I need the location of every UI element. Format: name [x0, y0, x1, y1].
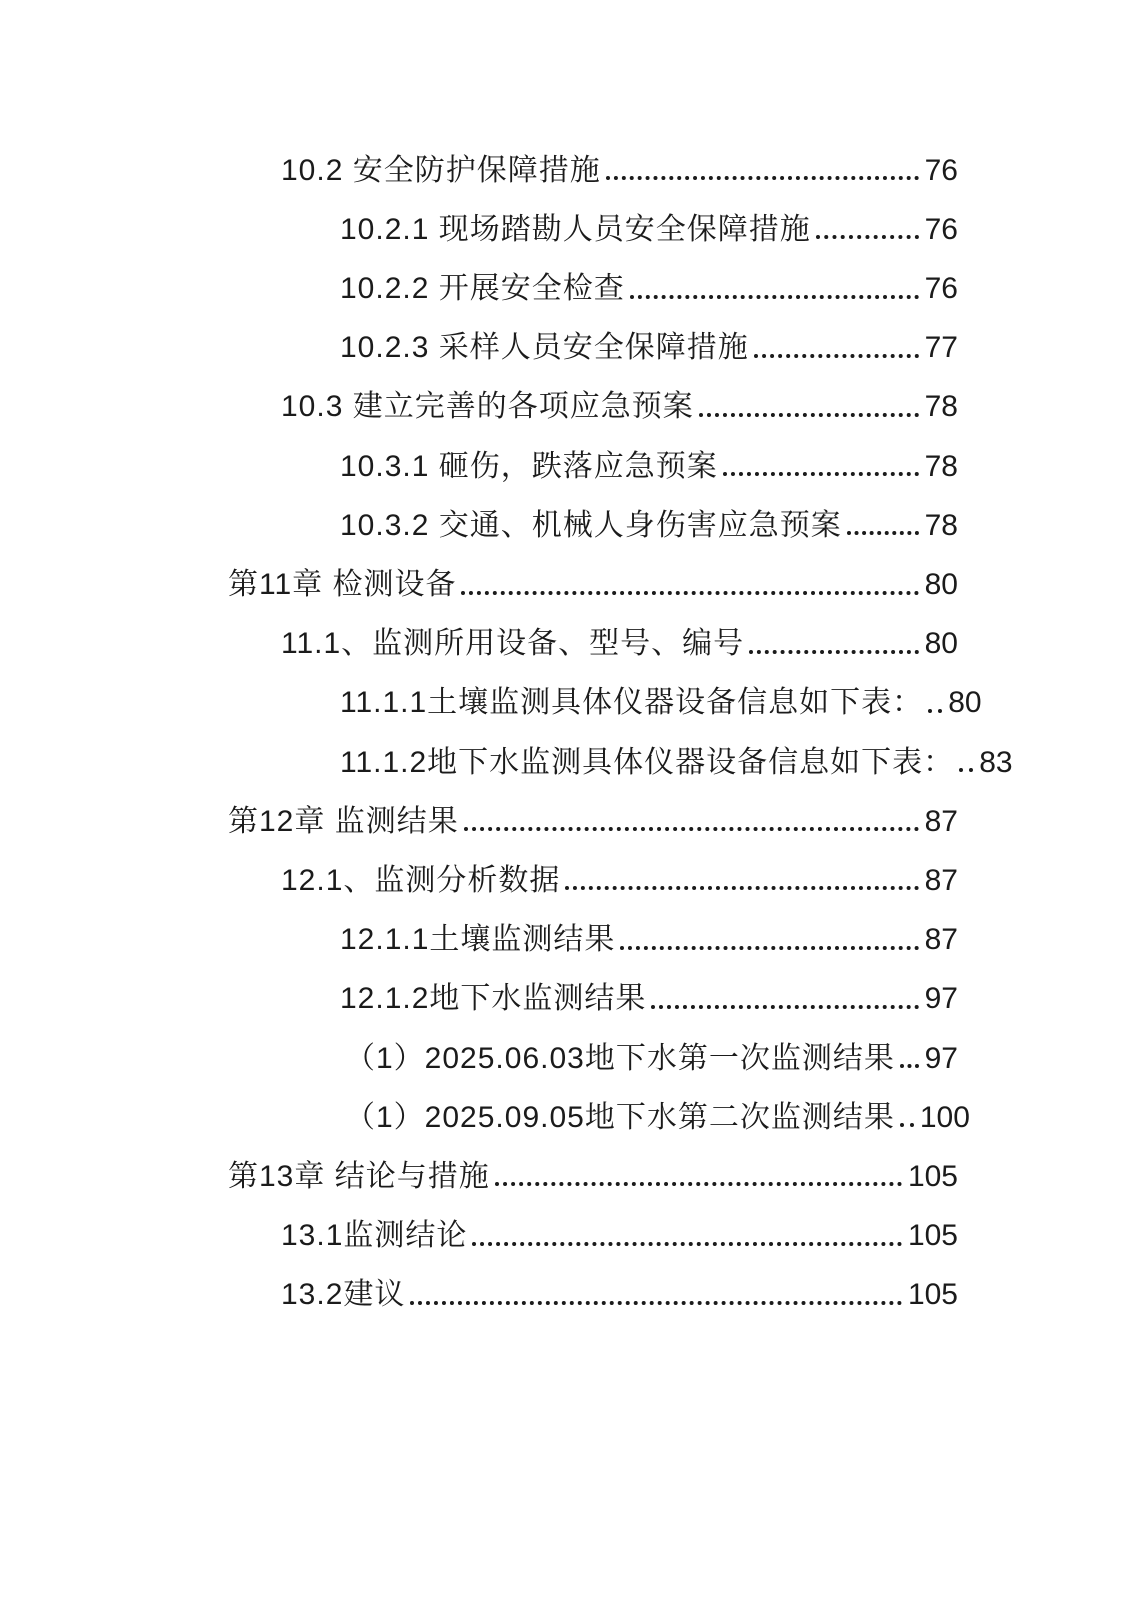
- toc-entry[interactable]: [228, 423, 958, 482]
- toc-entry[interactable]: [228, 186, 958, 245]
- toc-entry-label: 11.1.2地下水监测具体仪器设备信息如下表：: [340, 745, 955, 779]
- dot-leader: [699, 413, 919, 417]
- dot-leader: [472, 1242, 902, 1246]
- toc-entry[interactable]: [228, 1015, 958, 1074]
- dot-leader: [630, 295, 919, 299]
- dot-leader: [900, 1123, 914, 1127]
- toc-entry[interactable]: [228, 896, 958, 955]
- toc-entry-page: 76: [924, 212, 958, 246]
- toc-entry-label: （1）2025.09.05地下水第二次监测结果: [345, 1100, 895, 1134]
- toc-entry-page: 105: [907, 1159, 958, 1193]
- toc-entry-page: 97: [924, 1041, 958, 1075]
- toc-entry[interactable]: [228, 1252, 958, 1311]
- toc-entry-label: 第13章 结论与措施: [228, 1159, 490, 1193]
- toc-entry-page: 80: [924, 568, 958, 601]
- dot-leader: [749, 650, 918, 654]
- toc-entry[interactable]: [228, 1133, 958, 1192]
- toc-entry-page: 76: [924, 153, 958, 187]
- toc-entry-label: 13.1监测结论: [281, 1219, 468, 1253]
- toc-entry-page: 87: [924, 923, 958, 957]
- dot-leader: [565, 886, 918, 890]
- dot-leader: [816, 235, 919, 239]
- toc-entry[interactable]: [228, 719, 1013, 779]
- toc-entry-page: 78: [924, 449, 958, 483]
- toc-entry-page: 78: [924, 390, 958, 424]
- toc-entry-page: 87: [924, 863, 958, 897]
- toc-entry-label: 12.1.2地下水监测结果: [340, 982, 647, 1016]
- toc-entry-page: 80: [948, 686, 982, 720]
- dot-leader: [754, 354, 919, 358]
- toc-entry[interactable]: [228, 245, 958, 304]
- dot-leader: [900, 1064, 919, 1068]
- dot-leader: [495, 1182, 902, 1186]
- table-of-contents: [228, 127, 1013, 1312]
- toc-entry-label: 11.1.1土壤监测具体仪器设备信息如下表：: [340, 686, 924, 720]
- toc-entry-page: 76: [924, 272, 958, 306]
- toc-entry-page: 83: [979, 745, 1013, 779]
- toc-entry-label: 10.3 建立完善的各项应急预案: [281, 390, 694, 424]
- toc-entry-page: 78: [924, 508, 958, 542]
- toc-entry[interactable]: [228, 956, 958, 1015]
- toc-entry-label: 10.2.3 采样人员安全保障措施: [340, 331, 749, 365]
- toc-entry-label: 12.1、监测分析数据: [281, 863, 561, 897]
- toc-entry-label: 10.2 安全防护保障措施: [281, 153, 601, 187]
- toc-entry-page: 105: [907, 1219, 958, 1253]
- dot-leader: [620, 946, 918, 950]
- toc-entry[interactable]: [228, 778, 958, 837]
- dot-leader: [464, 827, 919, 831]
- toc-entry-label: （1）2025.06.03地下水第一次监测结果: [345, 1041, 895, 1075]
- toc-entry-label: 11.1、监测所用设备、型号、编号: [281, 627, 745, 661]
- toc-entry[interactable]: [228, 127, 958, 186]
- toc-entry-page: 105: [907, 1278, 958, 1312]
- dot-leader: [847, 531, 919, 535]
- dot-leader: [461, 591, 918, 595]
- dot-leader: [959, 768, 973, 772]
- toc-entry-label: 10.3.1 砸伤，跌落应急预案: [340, 449, 718, 483]
- toc-entry-page: 77: [924, 331, 958, 365]
- toc-entry[interactable]: [228, 482, 958, 541]
- toc-entry-page: 97: [924, 982, 958, 1016]
- toc-entry[interactable]: [228, 837, 958, 896]
- toc-entry[interactable]: [228, 541, 958, 600]
- toc-entry[interactable]: [228, 1074, 970, 1134]
- toc-entry-label: 12.1.1土壤监测结果: [340, 923, 616, 957]
- toc-entry-label: 第11章 检测设备: [228, 568, 457, 601]
- toc-entry[interactable]: [228, 601, 958, 660]
- toc-entry-label: 第12章 监测结果: [228, 804, 459, 838]
- toc-entry[interactable]: [228, 1192, 958, 1251]
- toc-entry-label: 10.2.1 现场踏勘人员安全保障措施: [340, 212, 811, 246]
- dot-leader: [651, 1005, 918, 1009]
- dot-leader: [606, 176, 919, 180]
- toc-entry-page: 100: [919, 1100, 970, 1134]
- dot-leader: [410, 1301, 902, 1305]
- toc-entry[interactable]: [228, 660, 982, 720]
- dot-leader: [928, 709, 942, 713]
- dot-leader: [723, 472, 919, 476]
- toc-entry-page: 87: [924, 804, 958, 838]
- toc-entry-page: 80: [924, 627, 958, 661]
- toc-entry-label: 10.2.2 开展安全检查: [340, 272, 625, 306]
- toc-entry-label: 10.3.2 交通、机械人身伤害应急预案: [340, 508, 842, 542]
- toc-entry[interactable]: [228, 364, 958, 423]
- toc-entry-label: 13.2建议: [281, 1278, 406, 1312]
- toc-entry[interactable]: [228, 305, 958, 364]
